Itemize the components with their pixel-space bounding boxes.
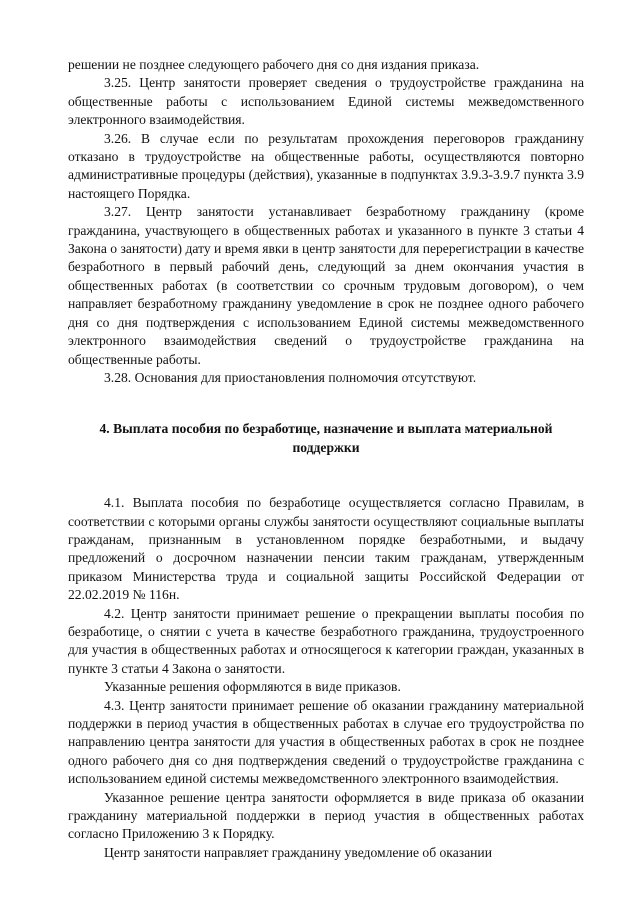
paragraph-3-28: 3.28. Основания для приостановления полномочия отсутствуют. — [104, 369, 477, 385]
section-4-heading: 4. Выплата пособия по безработице, назначение и выплата материальной поддержки — [99, 421, 553, 455]
document-page — [68, 56, 584, 862]
paragraph-4-2: 4.2. Центр занятости принимает решение о прекращении выплаты пособия по безработице, о снятии с учета в качестве безработного гражданина, трудоустроенного для участия в общественных работах и относящегося к категории граждан, указанных в пункте 3 статьи 4 Закона о занятости. — [68, 605, 584, 676]
paragraph-3-27: 3.27. Центр занятости устанавливает безработному гражданину (кроме гражданина, участвующего в общественных работах и указанного в пункте 3 статьи 4 Закона о занятости) дату и время явки в центр занятости для перерегистрации в качестве безработного в первый рабочий день, следующий за днем окончания участия в общественных работах (в соответствии со срочным трудовым договором), о чем направляет безработному гражданину уведомление в срок не позднее одного рабочего дня со дня подтверждения с использованием Единой системы межведомственного электронного взаимодействия сведений о трудоустройстве гражданина на общественные работы. — [68, 204, 584, 367]
paragraph-3-25: 3.25. Центр занятости проверяет сведения о трудоустройстве гражданина на общественные работы с использованием Единой системы межведомственного электронного взаимодействия. — [68, 75, 584, 128]
paragraph-3-26: 3.26. В случае если по результатам прохождения переговоров гражданину отказано в трудоустройстве на общественные работы, осуществляются повторно административные процедуры (действия), указанные в подпунктах 3.9.3-3.9.7 пункта 3.9 настоящего Порядка. — [68, 130, 584, 201]
paragraph-4-3-decision: Указанное решение центра занятости оформляется в виде приказа об оказании гражданину материальной поддержки в период участия в общественных работах согласно Приложению 3 к Порядку. — [68, 789, 584, 842]
paragraph-continuation: решении не позднее следующего рабочего дня со дня издания приказа. — [68, 57, 480, 72]
paragraph-4-3-notice: Центр занятости направляет гражданину уведомление об оказании — [104, 844, 492, 860]
paragraph-4-1: 4.1. Выплата пособия по безработице осуществляется согласно Правилам, в соответствии с которыми органы службы занятости осуществляют социальные выплаты гражданам, признанным в установленном порядке безработными, и выдачу предложений о досрочном назначении пенсии таким гражданам, утвержденным приказом Министерства труда и социальной защиты Российской Федерации от 22.02.2019 № 116н. — [68, 495, 584, 603]
paragraph-4-3: 4.3. Центр занятости принимает решение об оказании гражданину материальной поддержки в период участия в общественных работах в случае его трудоустройства по направлению центра занятости для участия в общественных работах в срок не позднее одного рабочего дня со дня подтверждения сведений о трудоустройстве гражданина с использованием единой системы межведомственного электронного взаимодействия. — [68, 697, 584, 787]
paragraph-4-2-note: Указанные решения оформляются в виде приказов. — [104, 679, 401, 695]
